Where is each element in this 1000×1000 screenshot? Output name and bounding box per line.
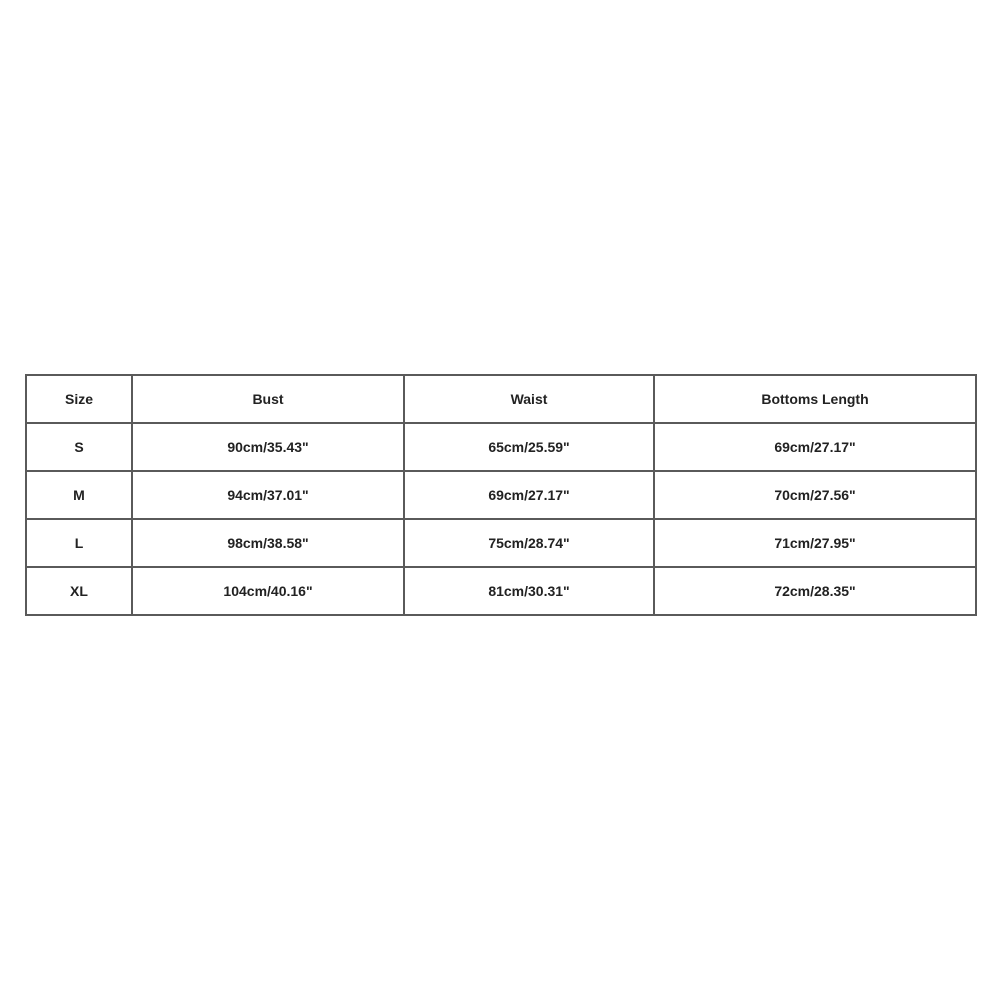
cell-waist: 81cm/30.31" [404,567,654,615]
cell-bottoms-length: 72cm/28.35" [654,567,976,615]
size-chart-table [25,374,977,616]
table-row [26,519,976,567]
header-waist: Waist [404,375,654,423]
cell-bust: 94cm/37.01" [132,471,404,519]
cell-bottoms-length: 71cm/27.95" [654,519,976,567]
table-row [26,471,976,519]
cell-bust: 98cm/38.58" [132,519,404,567]
cell-waist: 69cm/27.17" [404,471,654,519]
header-bottoms-length: Bottoms Length [654,375,976,423]
table-header-row [26,375,976,423]
cell-waist: 65cm/25.59" [404,423,654,471]
cell-bust: 104cm/40.16" [132,567,404,615]
cell-size: L [26,519,132,567]
cell-bottoms-length: 69cm/27.17" [654,423,976,471]
cell-waist: 75cm/28.74" [404,519,654,567]
table-row [26,567,976,615]
table-row [26,423,976,471]
cell-size: M [26,471,132,519]
header-size: Size [26,375,132,423]
cell-bust: 90cm/35.43" [132,423,404,471]
cell-size: XL [26,567,132,615]
cell-size: S [26,423,132,471]
cell-bottoms-length: 70cm/27.56" [654,471,976,519]
header-bust: Bust [132,375,404,423]
